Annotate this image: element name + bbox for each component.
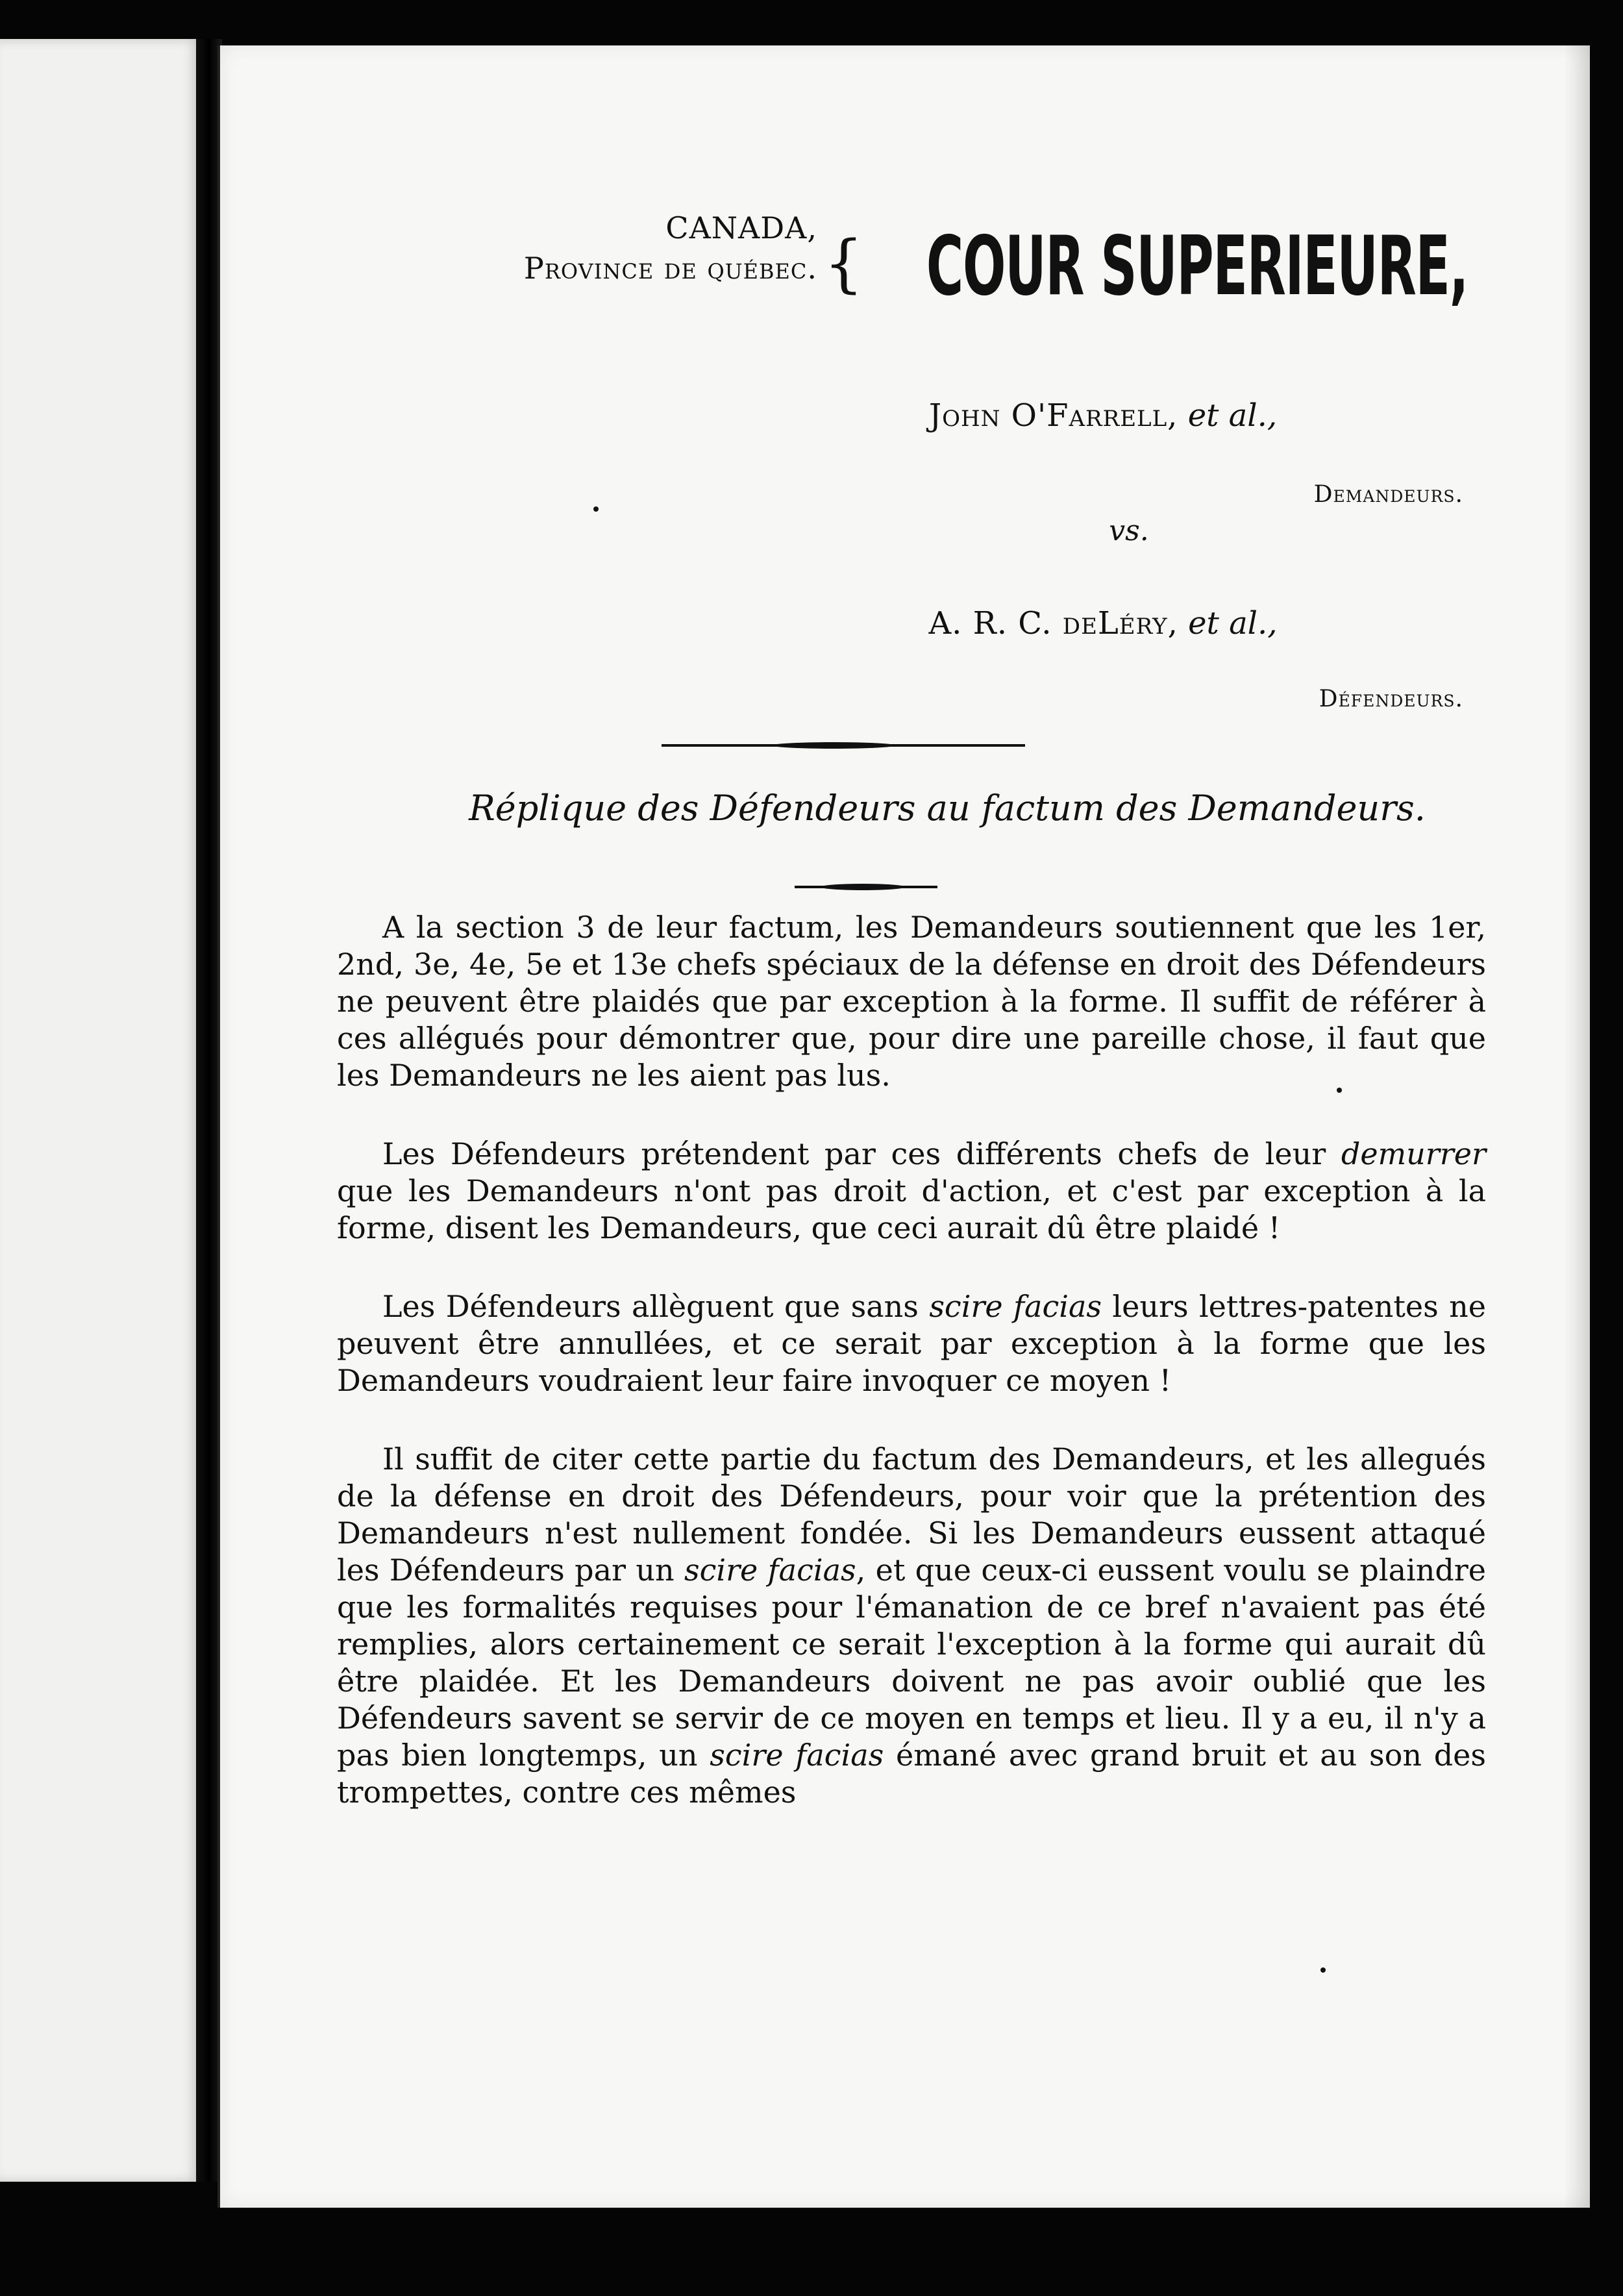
- defendant-role: Défendeurs.: [1319, 686, 1463, 712]
- document-body: [337, 909, 1486, 1811]
- paragraph-4-emphasis-2: scire facias: [710, 1738, 884, 1773]
- defendant-etal: et al.,: [1188, 605, 1278, 642]
- page-edge-shadow: [1564, 45, 1590, 2208]
- paragraph-3-text-b: leurs lettres-patentes ne peuvent être annullées, et ce serait par exception à la forme que les Demandeurs voudraient leur faire invoquer ce moyen !: [337, 1289, 1486, 1398]
- caption-province: Province de québec.: [523, 251, 817, 286]
- paragraph-3: [337, 1288, 1486, 1399]
- document-page: [217, 45, 1590, 2208]
- paragraph-3-emphasis: scire facias: [929, 1289, 1102, 1324]
- paragraph-2-text-b: que les Demandeurs n'ont pas droit d'action, et c'est par exception à la forme, disent les Demandeurs, que ceci aurait dû être plaidé !: [337, 1173, 1486, 1245]
- paragraph-2-text-a: Les Défendeurs prétendent par ces différents chefs de leur: [382, 1136, 1341, 1171]
- versus-label: vs.: [1109, 514, 1149, 547]
- paragraph-4: [337, 1441, 1486, 1811]
- ink-speck: [1337, 1088, 1342, 1093]
- paragraph-2-emphasis: demurrer: [1341, 1136, 1486, 1171]
- ink-speck: [593, 506, 599, 512]
- paragraph-1: A la section 3 de leur factum, les Demandeurs soutiennent que les 1er, 2nd, 3e, 4e, 5e et 13e chefs spéciaux de la défense en droit des Défendeurs ne peuvent être plaidés que par exception à la forme. Il suffit de référer à ces allégués pour démontrer que, pour dire une pareille chose, il faut que les Demandeurs ne les aient pas lus.: [337, 910, 1486, 1093]
- jurisdiction-caption: [311, 208, 817, 288]
- paragraph-2: [337, 1136, 1486, 1247]
- defendant-name: A. R. C. deLéry,: [928, 605, 1178, 642]
- paragraph-3-text-a: Les Défendeurs allèguent que sans: [382, 1289, 930, 1324]
- ink-speck: [1320, 1967, 1326, 1973]
- facing-page-edge: [0, 39, 201, 2182]
- court-title: COUR SUPERIEURE,: [926, 218, 1468, 314]
- paragraph-4-text-c: émané avec grand bruit et au son des trompettes, contre ces mêmes: [337, 1738, 1486, 1810]
- plaintiff-line: [739, 396, 1467, 435]
- paragraph-4-emphasis-1: scire facias: [684, 1553, 856, 1588]
- ornamental-rule-top: [662, 744, 1025, 747]
- plaintiff-etal: et al.,: [1187, 397, 1278, 434]
- plaintiff-name: John O'Farrell,: [928, 397, 1178, 434]
- paragraph-4-text-a: Il suffit de citer cette partie du factum des Demandeurs, et les allegués de la défense en droit des Défendeurs, pour voir que la prétention des Demandeurs n'est nullement fondée. Si les Demandeurs eussent attaqué les Défendeurs par un: [337, 1441, 1486, 1588]
- plaintiff-role: Demandeurs.: [1313, 481, 1463, 508]
- defendant-line: [739, 604, 1467, 643]
- document-subtitle: Réplique des Défendeurs au factum des Demandeurs.: [469, 788, 1426, 829]
- ornamental-rule-bottom: [795, 886, 937, 888]
- caption-brace: {: [824, 227, 864, 300]
- caption-country: CANADA,: [665, 210, 817, 245]
- paragraph-4-text-b: , et que ceux-ci eussent voulu se plaindre que les formalités requises pour l'émanation de ce bref n'avaient pas été remplies, alors certainement ce serait l'exception à la forme qui aurait dû être plaidée. Et les Demandeurs doivent ne pas avoir oublié que les Défendeurs savent se servir de ce moyen en temps et lieu. Il y a eu, il n'y a pas bien longtemps, un: [337, 1553, 1486, 1773]
